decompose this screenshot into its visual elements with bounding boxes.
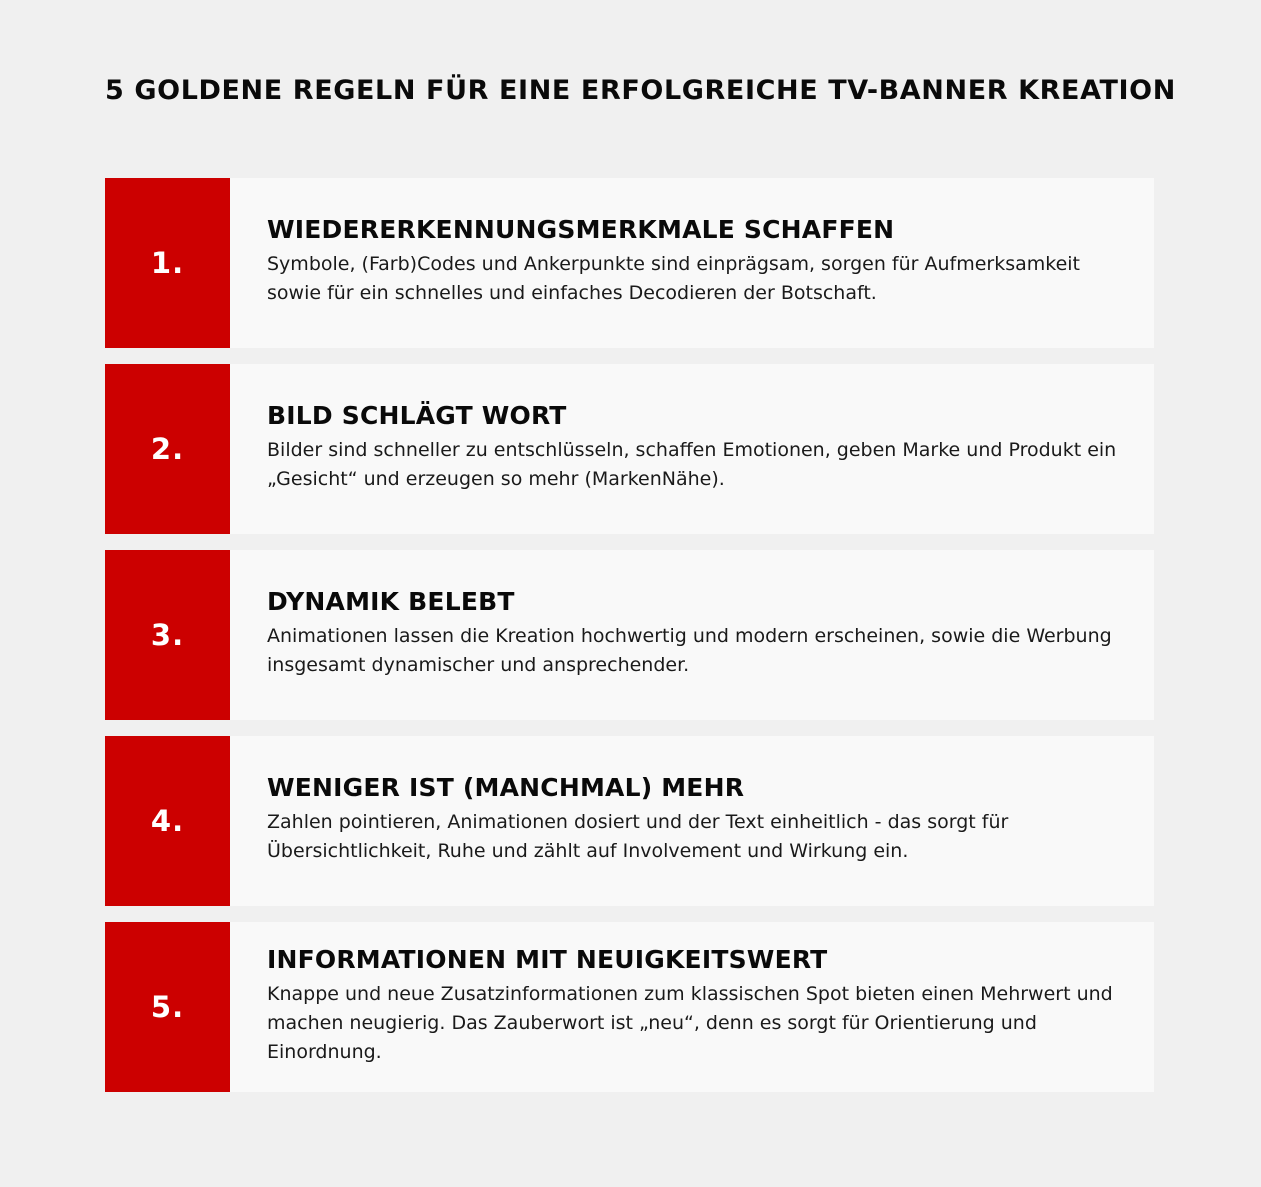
rule-content bbox=[267, 922, 1134, 1092]
rule-number-box bbox=[105, 922, 230, 1092]
rule-text: Zahlen pointieren, Animationen dosiert und der Text einheitlich - das sorgt für Übersichtlichkeit, Ruhe und zählt auf Involvement und Wirkung ein. bbox=[267, 811, 1009, 862]
rule-heading: DYNAMIK BELEBT bbox=[267, 587, 515, 616]
rule-content bbox=[267, 364, 1134, 534]
rule-content bbox=[267, 736, 1134, 906]
rule-content bbox=[267, 550, 1134, 720]
rule-number-box bbox=[105, 178, 230, 348]
rule-number-box bbox=[105, 550, 230, 720]
rule-number-box bbox=[105, 364, 230, 534]
rule-card-1 bbox=[105, 178, 1154, 348]
rule-text: Bilder sind schneller zu entschlüsseln, schaffen Emotionen, geben Marke und Produkt ein „Gesicht“ und erzeugen so mehr (MarkenNähe). bbox=[267, 439, 1117, 490]
rule-number: 2. bbox=[150, 432, 185, 466]
rule-heading: WIEDERERKENNUNGSMERKMALE SCHAFFEN bbox=[267, 215, 895, 244]
rule-number: 1. bbox=[150, 246, 185, 280]
rule-card-3 bbox=[105, 550, 1154, 720]
page-title: 5 GOLDENE REGELN FÜR EINE ERFOLGREICHE TV-BANNER KREATION bbox=[105, 75, 1176, 106]
rule-number-box bbox=[105, 736, 230, 906]
rule-heading: WENIGER IST (MANCHMAL) MEHR bbox=[267, 773, 745, 802]
rule-number: 4. bbox=[150, 804, 185, 838]
rule-text: Knappe und neue Zusatzinformationen zum klassischen Spot bieten einen Mehrwert und machen neugierig. Das Zauberwort ist „neu“, denn es sorgt für Orientierung und Einordnung. bbox=[267, 982, 1113, 1063]
rule-content bbox=[267, 178, 1134, 348]
rule-number: 5. bbox=[150, 990, 185, 1024]
rule-card-2 bbox=[105, 364, 1154, 534]
rule-number: 3. bbox=[150, 618, 185, 652]
rule-text: Symbole, (Farb)Codes und Ankerpunkte sind einprägsam, sorgen für Aufmerksamkeit sowie für ein schnelles und einfaches Decodieren der Botschaft. bbox=[267, 253, 1081, 304]
rule-text: Animationen lassen die Kreation hochwertig und modern erscheinen, sowie die Werbung insgesamt dynamischer und ansprechender. bbox=[267, 625, 1112, 676]
rule-card-4 bbox=[105, 736, 1154, 906]
rule-heading: INFORMATIONEN MIT NEUIGKEITSWERT bbox=[267, 944, 828, 974]
rule-heading: BILD SCHLÄGT WORT bbox=[267, 401, 567, 430]
rule-card-5 bbox=[105, 922, 1154, 1092]
